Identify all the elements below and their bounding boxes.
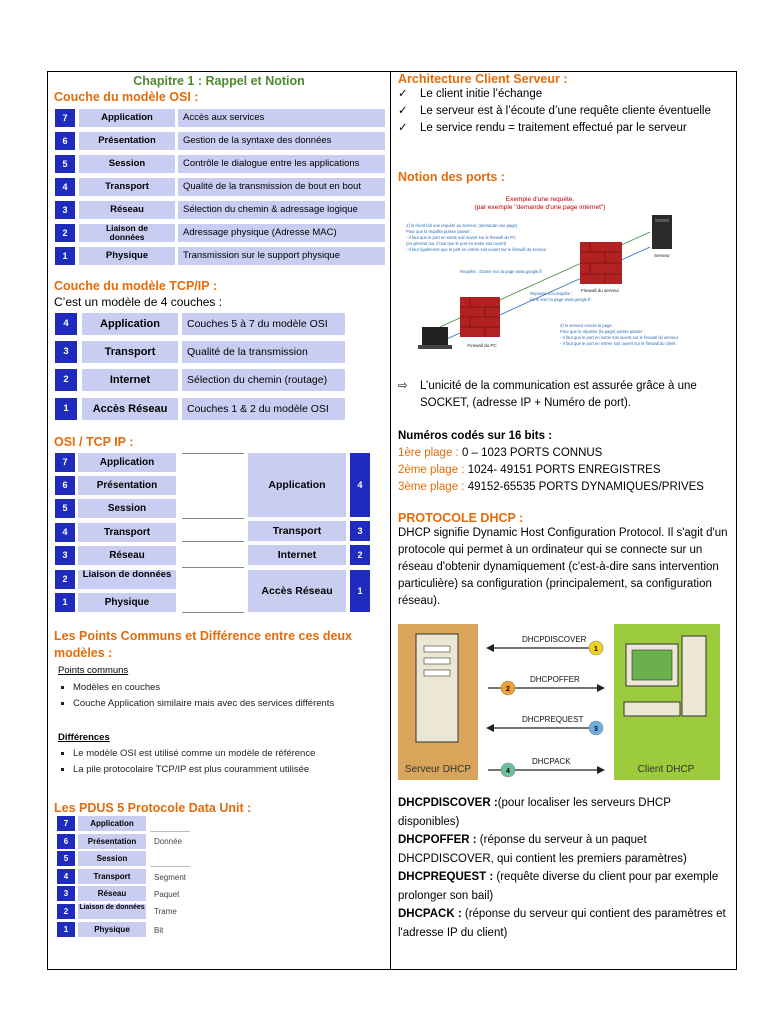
tcp-layer-number: 3 <box>350 521 370 541</box>
checkmark-icon: ✓ <box>398 122 408 134</box>
layer-name: Application <box>78 816 146 831</box>
layer-description: Accès aux services <box>178 109 385 127</box>
layer-name: Réseau <box>78 546 176 565</box>
column-divider <box>390 71 391 970</box>
definition-term: DHCPACK : <box>398 908 462 920</box>
connector-line <box>182 518 244 519</box>
tcp-layer-number: 2 <box>350 545 370 565</box>
dhcp-definition <box>398 794 732 831</box>
layer-number: 1 <box>55 398 77 420</box>
fw-server-label: Firewall du serveur <box>580 288 620 293</box>
list-item: ▪ Modèles en couches <box>73 682 353 694</box>
osi-row <box>55 178 385 196</box>
layer-name: Liaison de données <box>78 570 176 589</box>
connector-line <box>182 612 244 613</box>
definition-term: DHCPDISCOVER : <box>398 797 498 809</box>
pdu-name: Bit <box>154 926 164 935</box>
layer-number: 4 <box>55 523 75 542</box>
diagram-title: Exemple d'une requête. <box>505 196 575 203</box>
layer-name: Session <box>78 499 176 518</box>
layer-name: Présentation <box>78 834 146 849</box>
ports-heading: Notion des ports : <box>398 170 505 184</box>
layer-description: Sélection du chemin (routage) <box>182 369 345 391</box>
list-item <box>398 120 732 137</box>
layer-name: Session <box>78 851 146 866</box>
server-label: Serveur <box>654 253 670 258</box>
layer-name: Session <box>79 155 175 173</box>
layer-number: 3 <box>55 546 75 565</box>
diagram-subtitle: (par exemple "demande d'une page internet") <box>474 204 606 211</box>
layer-number: 7 <box>55 453 75 472</box>
tcp-row <box>55 313 345 335</box>
connector-line <box>150 866 190 867</box>
layer-name: Internet <box>82 369 178 391</box>
layer-name: Réseau <box>78 886 146 901</box>
arrow-right-icon <box>597 766 605 774</box>
dhcp-definitions <box>398 794 732 942</box>
range-value: 1024- 49151 PORTS ENREGISTRES <box>467 464 661 476</box>
layer-name: Accès Réseau <box>82 398 178 420</box>
osi-row <box>55 155 385 173</box>
port-range <box>398 462 661 479</box>
layer-name: Transport <box>82 341 178 363</box>
layer-name: Physique <box>78 922 146 937</box>
definition-text: (réponse du serveur qui contient des paramètres et l'adresse IP du client) <box>398 908 726 939</box>
request-label: Requête : Donne moi la page www.google.fr <box>460 269 542 274</box>
definition-term: DHCPREQUEST : <box>398 871 494 883</box>
tcp-layer-name: Internet <box>248 545 346 565</box>
layer-number: 5 <box>55 155 75 173</box>
tcp-layer-number: 1 <box>350 570 370 612</box>
list-item <box>398 86 732 103</box>
layer-description: Sélection du chemin & adressage logique <box>178 201 385 219</box>
server-dhcp-label: Serveur DHCP <box>404 764 472 775</box>
differences-title: Différences <box>58 732 110 743</box>
diagram-note: - Il faut également que le port en entrée soit ouvert sur le firewall du serveur <box>406 247 547 252</box>
layer-number: 7 <box>57 816 75 831</box>
layer-name: Liaison de données <box>79 224 175 242</box>
layer-number: 4 <box>55 313 77 335</box>
diagram-note: 1) le client fait une requête au serveur. (demande une page) <box>406 223 518 228</box>
layer-name: Présentation <box>79 132 175 150</box>
arch-heading: Architecture Client Serveur : <box>398 72 568 86</box>
diagram-note: (en général oui, il faut que le port en sortie soit ouvert) <box>406 241 507 246</box>
response-label: tiens voici la page www.google.fr <box>530 297 591 302</box>
tcp-layer-number: 4 <box>350 453 370 517</box>
step-number: 4 <box>506 768 510 775</box>
connector-line <box>150 831 190 832</box>
layer-description: Qualité de la transmission de bout en bout <box>178 178 385 196</box>
layer-description: Transmission sur le support physique <box>178 247 385 265</box>
pdu-name: Segment <box>154 873 187 882</box>
ports-diagram <box>400 187 720 367</box>
socket-text: L’unicité de la communication est assurée grâce à une SOCKET, (adresse IP + Numéro de port). <box>420 380 697 409</box>
layer-name: Physique <box>79 247 175 265</box>
fw-pc-label: Firewall du PC <box>467 343 497 348</box>
layer-description: Contrôle le dialogue entre les applications <box>178 155 385 173</box>
tcp-row <box>55 341 345 363</box>
layer-number: 2 <box>55 369 77 391</box>
connector-line <box>182 541 244 542</box>
pc-firewall-icon <box>460 297 500 337</box>
range-label: 3ème plage : <box>398 481 465 493</box>
numeros-title: Numéros codés sur 16 bits : <box>398 430 553 442</box>
layer-number: 2 <box>55 570 75 589</box>
step-number: 3 <box>594 726 598 733</box>
points-communs-list <box>73 682 353 710</box>
layer-name: Transport <box>78 869 146 884</box>
tcp-row <box>55 369 345 391</box>
tcp-layer-name: Accès Réseau <box>248 570 346 612</box>
layer-number: 3 <box>57 886 75 901</box>
arrow-left-icon <box>486 724 494 732</box>
layer-number: 6 <box>55 132 75 150</box>
layer-number: 7 <box>55 109 75 127</box>
points-heading: Les Points Communs et Différence entre ces deux modèles : <box>54 629 353 660</box>
tcp-layer-name: Application <box>248 453 346 517</box>
dhcp-message-label: DHCPOFFER <box>530 675 580 684</box>
arrow-right-icon <box>597 684 605 692</box>
client-dhcp-label: Client DHCP <box>637 764 695 775</box>
response-label: Réponse à la requête : <box>530 291 573 296</box>
list-item-text: Le service rendu = traitement effectué par le serveur <box>420 122 687 134</box>
port-range <box>398 445 602 462</box>
differences-list <box>73 748 361 776</box>
layer-number: 4 <box>57 869 75 884</box>
step-number: 1 <box>594 646 598 653</box>
pdu-name: Donnée <box>154 837 183 846</box>
osi-heading: Couche du modèle OSI : <box>54 90 199 104</box>
layer-number: 5 <box>57 851 75 866</box>
layer-name: Physique <box>78 593 176 612</box>
diagram-note: Pour que la requête puisse passer : <box>406 229 473 234</box>
layer-name: Application <box>79 109 175 127</box>
tcp-intro: C’est un modèle de 4 couches : <box>54 295 223 309</box>
list-item: ▪ Le modèle OSI est utilisé comme un modèle de référence <box>73 748 361 760</box>
diagram-note: - Il faut que le port en entrée soit ouvert sur le firewall du client <box>560 341 676 346</box>
layer-description: Gestion de la syntaxe des données <box>178 132 385 150</box>
tcp-row <box>55 398 345 420</box>
layer-name: Transport <box>78 523 176 542</box>
layer-name: Application <box>82 313 178 335</box>
layer-number: 4 <box>55 178 75 196</box>
diagram-note: - Il faut que le port en sortie soit ouvert sur le firewall du PC <box>406 235 516 240</box>
layer-number: 6 <box>57 834 75 849</box>
dhcp-definition <box>398 868 732 905</box>
osi-row <box>55 247 385 265</box>
list-item-text: Le serveur est à l’écoute d’une requête cliente éventuelle <box>420 105 711 117</box>
layer-number: 3 <box>55 341 77 363</box>
osi-row <box>55 201 385 219</box>
list-item: ▪ La pile protocolaire TCP/IP est plus couramment utilisée <box>73 764 361 776</box>
dhcp-client-icon <box>624 636 706 716</box>
layer-number: 1 <box>57 922 75 937</box>
tcp-heading: Couche du modèle TCP/IP : <box>54 279 217 293</box>
layer-number: 1 <box>55 247 75 265</box>
arrow-right-icon: ⇨ <box>398 380 408 392</box>
definition-term: DHCPOFFER : <box>398 834 477 846</box>
compare-heading: OSI / TCP IP : <box>54 435 134 449</box>
list-item <box>398 103 732 120</box>
layer-name: Transport <box>79 178 175 196</box>
arrow-left-icon <box>486 644 494 652</box>
port-range <box>398 479 704 496</box>
layer-number: 2 <box>55 224 75 242</box>
layer-description: Couches 5 à 7 du modèle OSI <box>182 313 345 335</box>
list-item-text: Le client initie l’échange <box>420 88 543 100</box>
layer-number: 1 <box>55 593 75 612</box>
layer-name: Réseau <box>79 201 175 219</box>
layer-description: Couches 1 & 2 du modèle OSI <box>182 398 345 420</box>
pdu-heading: Les PDUS 5 Protocole Data Unit : <box>54 801 252 815</box>
range-label: 1ère plage : <box>398 447 459 459</box>
dhcp-diagram <box>398 624 720 780</box>
server-firewall-icon <box>580 242 622 284</box>
osi-row <box>55 109 385 127</box>
dhcp-definition <box>398 831 732 868</box>
dhcp-message-label: DHCPREQUEST <box>522 715 584 724</box>
layer-name: Liaison de données <box>78 904 146 919</box>
checkmark-icon: ✓ <box>398 88 408 100</box>
layer-name: Présentation <box>78 476 176 495</box>
range-label: 2ème plage : <box>398 464 465 476</box>
layer-description: Adressage physique (Adresse MAC) <box>178 224 385 242</box>
diagram-note: Pour que la réponse (la page) puisse passer : <box>560 329 645 334</box>
dhcp-text: DHCP signifie Dynamic Host Configuration Protocol. Il s'agit d'un protocole qui permet à un ordinateur qui se connecte sur un réseau d'obtenir dynamiquement (c'est-à-dire sans intervention particulière) sa configuration (principalement, sa configuration réseau). <box>398 527 728 607</box>
list-item: ▪ Couche Application similaire mais avec des services différents <box>73 698 353 710</box>
definition-text: (pour localiser les serveurs DHCP disponibles) <box>398 797 671 828</box>
tcp-layer-name: Transport <box>248 521 346 541</box>
layer-name: Application <box>78 453 176 472</box>
definition-text: (requête diverse du client pour par exemple prolonger son bail) <box>398 871 719 902</box>
layer-description: Qualité de la transmission <box>182 341 345 363</box>
laptop-icon <box>418 327 452 349</box>
range-value: 49152-65535 PORTS DYNAMIQUES/PRIVES <box>467 481 704 493</box>
layer-number: 2 <box>57 904 75 919</box>
osi-row <box>55 224 385 242</box>
server-icon <box>652 215 672 249</box>
layer-number: 5 <box>55 499 75 518</box>
pdu-name: Paquet <box>154 890 180 899</box>
range-value: 0 – 1023 PORTS CONNUS <box>461 447 603 459</box>
dhcp-message-label: DHCPDISCOVER <box>522 635 587 644</box>
diagram-note: 2) le serveur envoie la page. <box>560 323 613 328</box>
checkmark-icon: ✓ <box>398 105 408 117</box>
dhcp-heading: PROTOCOLE DHCP : <box>398 511 524 525</box>
chapter-title: Chapitre 1 : Rappel et Notion <box>133 74 305 88</box>
layer-number: 6 <box>55 476 75 495</box>
definition-text: (réponse du serveur à un paquet DHCPDISCOVER, qui contient les premiers paramètres) <box>398 834 687 865</box>
dhcp-server-icon <box>416 634 458 742</box>
connector-line <box>182 567 244 568</box>
arch-list <box>398 86 732 137</box>
points-communs-title: Points communs <box>58 665 129 676</box>
pdu-name: Trame <box>154 907 177 916</box>
osi-row <box>55 132 385 150</box>
dhcp-message-label: DHCPACK <box>532 757 571 766</box>
layer-number: 3 <box>55 201 75 219</box>
dhcp-definition <box>398 905 732 942</box>
step-number: 2 <box>506 686 510 693</box>
diagram-note: - Il faut que le port en sortie soit ouvert sur le firewall du serveur <box>560 335 679 340</box>
socket-paragraph <box>398 378 732 412</box>
connector-line <box>182 453 244 454</box>
